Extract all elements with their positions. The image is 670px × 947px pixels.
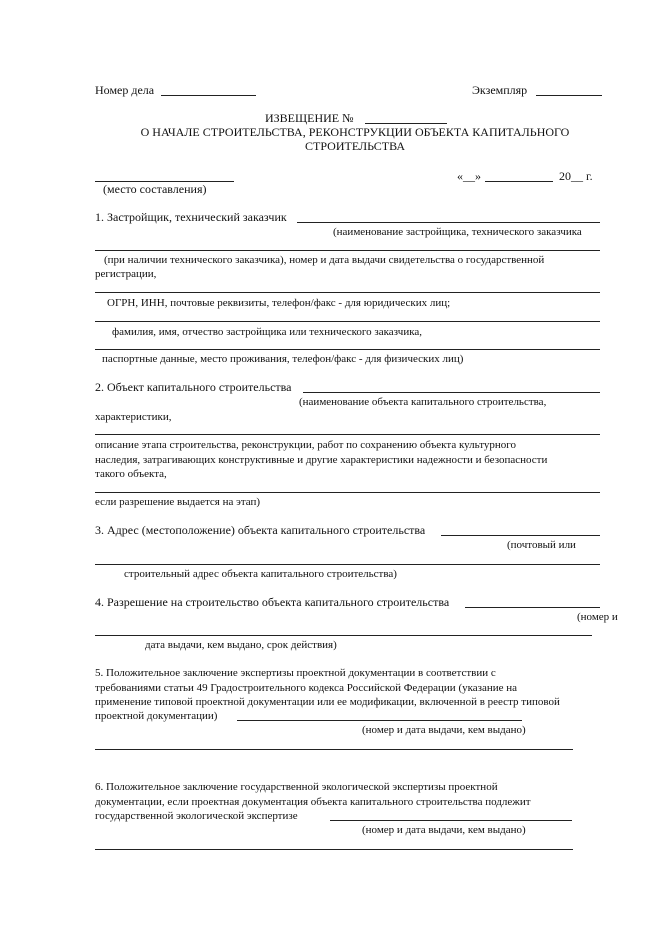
s4-field-2[interactable] [95, 635, 592, 636]
s2-caption-5: такого объекта, [95, 468, 167, 480]
s5-field-2[interactable] [95, 749, 573, 750]
s2-caption-4: наследия, затрагивающих конструктивные и другие характеристики надежности и безопасности [95, 454, 548, 466]
s4-caption-2: дата выдачи, кем выдано, срок действия) [145, 639, 337, 651]
s1-caption-1: (наименование застройщика, технического заказчика [333, 226, 582, 238]
s1-field-3[interactable] [95, 292, 600, 293]
s1-caption-5: фамилия, имя, отчество застройщика или технического заказчика, [112, 326, 423, 338]
s1-field-1[interactable] [297, 222, 600, 223]
notice-subtitle-2: СТРОИТЕЛЬСТВА [305, 139, 405, 153]
date-month-field[interactable] [485, 181, 553, 182]
s5-text-3: применение типовой проектной документации или ее модификации, включенной в реестр типовой [95, 696, 560, 708]
date-day: «__» [457, 169, 481, 183]
notice-subtitle: О НАЧАЛЕ СТРОИТЕЛЬСТВА, РЕКОНСТРУКЦИИ ОБЪЕКТА КАПИТАЛЬНОГО [140, 125, 570, 139]
case-number-label: Номер дела [95, 83, 155, 97]
s1-field-5[interactable] [95, 349, 600, 350]
s1-field-4[interactable] [95, 321, 600, 322]
s2-caption-6: если разрешение выдается на этап) [95, 496, 261, 508]
s1-label: 1. Застройщик, технический заказчик [95, 210, 287, 224]
s5-caption-1: (номер и дата выдачи, кем выдано) [362, 724, 526, 736]
s4-caption-1: (номер и [577, 611, 618, 623]
s2-field-3[interactable] [95, 492, 600, 493]
s4-field-1[interactable] [465, 607, 600, 608]
s6-text-2: документации, если проектная документация объекта капитального строительства подлежит [95, 796, 531, 808]
s6-text-1: 6. Положительное заключение государственной экологической экспертизы проектной [95, 781, 498, 793]
notice-number-field[interactable] [365, 123, 447, 124]
case-number-field[interactable] [161, 95, 256, 96]
s6-text-3: государственной экологической экспертизе [95, 810, 298, 822]
s6-field-1[interactable] [330, 820, 572, 821]
s2-caption-1: (наименование объекта капитального строительства, [299, 396, 547, 408]
s2-caption-3: описание этапа строительства, реконструкции, работ по сохранению объекта культурного [95, 439, 517, 451]
s2-field-1[interactable] [303, 392, 600, 393]
s1-caption-3: регистрации, [95, 268, 157, 280]
s5-field-1[interactable] [237, 720, 522, 721]
s2-field-2[interactable] [95, 434, 600, 435]
s2-caption-2: характеристики, [95, 411, 172, 423]
s1-caption-2: (при наличии технического заказчика), номер и дата выдачи свидетельства о государственной [104, 254, 545, 266]
s3-field-1[interactable] [441, 535, 600, 536]
s3-field-2[interactable] [95, 564, 600, 565]
s6-field-2[interactable] [95, 849, 573, 850]
copy-number-label: Экземпляр [472, 83, 528, 97]
s3-caption-2: строительный адрес объекта капитального строительства) [124, 568, 397, 580]
s4-label: 4. Разрешение на строительство объекта капитального строительства [95, 595, 450, 609]
s3-caption-1: (почтовый или [507, 539, 576, 551]
s1-caption-6: паспортные данные, место проживания, телефон/факс - для физических лиц) [102, 353, 464, 365]
copy-number-field[interactable] [536, 95, 602, 96]
s5-text-4: проектной документации) [95, 710, 218, 722]
s1-field-2[interactable] [95, 250, 600, 251]
s6-caption-1: (номер и дата выдачи, кем выдано) [362, 824, 526, 836]
place-caption: (место составления) [103, 182, 207, 196]
s2-label: 2. Объект капитального строительства [95, 380, 292, 394]
notice-title: ИЗВЕЩЕНИЕ № [265, 111, 354, 125]
s5-text-2: требованиями статьи 49 Градостроительного кодекса Российской Федерации (указание на [95, 682, 518, 694]
s3-label: 3. Адрес (местоположение) объекта капитального строительства [95, 523, 426, 537]
date-year: 20__ г. [559, 169, 593, 183]
s1-caption-4: ОГРН, ИНН, почтовые реквизиты, телефон/факс - для юридических лиц; [107, 297, 451, 309]
s5-text-1: 5. Положительное заключение экспертизы проектной документации в соответствии с [95, 667, 496, 679]
